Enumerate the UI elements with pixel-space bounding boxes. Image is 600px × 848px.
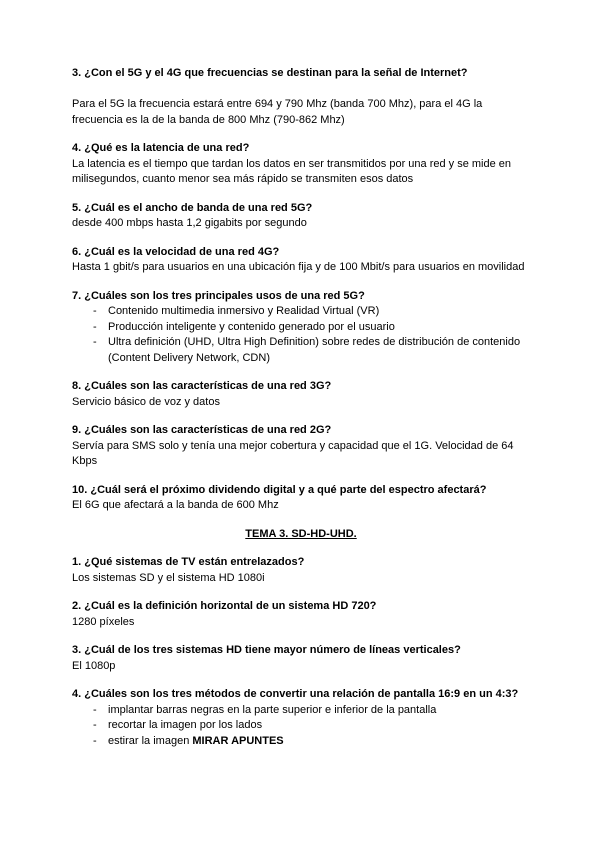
answer-list-item: - Ultra definición (UHD, Ultra High Definition) sobre redes de distribución de contenido (Content Delivery Network, CDN) [72, 335, 530, 366]
qa-block [72, 379, 530, 410]
qa-block [72, 201, 530, 232]
question-text: 4. ¿Cuáles son los tres métodos de convertir una relación de pantalla 16:9 en un 4:3? [72, 688, 519, 700]
answer-text: desde 400 mbps hasta 1,2 gigabits por segundo [72, 217, 307, 229]
qa-block [72, 289, 530, 367]
answer-list [72, 304, 530, 366]
question-text: 1. ¿Qué sistemas de TV están entrelazados? [72, 556, 305, 568]
answer-text: 1280 píxeles [72, 615, 135, 628]
answer-text: Hasta 1 gbit/s para usuarios en una ubicación fija y de 100 Mbit/s para usuarios en movilidad [72, 261, 525, 273]
question-text: 3. ¿Con el 5G y el 4G que frecuencias se destinan para la señal de Internet? [72, 67, 468, 79]
qa-block [72, 687, 530, 749]
answer-list-item: - implantar barras negras en la parte superior e inferior de la pantalla [72, 703, 530, 719]
question-text: 9. ¿Cuáles son las características de una red 2G? [72, 424, 332, 436]
answer-list-item: - estirar la imagen MIRAR APUNTES [72, 734, 530, 750]
qa-block [72, 423, 530, 470]
qa-block [72, 141, 530, 188]
answer-list-item: - Contenido multimedia inmersivo y Realidad Virtual (VR) [72, 304, 530, 320]
answer-text: Los sistemas SD y el sistema HD 1080i [72, 571, 265, 584]
answer-text: Servía para SMS solo y tenía una mejor cobertura y capacidad que el 1G. Velocidad de 64 Kbps [72, 439, 514, 467]
answer-list-item: - Producción inteligente y contenido generado por el usuario [72, 320, 530, 336]
answer-text: Para el 5G la frecuencia estará entre 694 y 790 Mhz (banda 700 Mhz), para el 4G la frecuencia es la de la banda de 800 Mhz (790-862 Mhz) [72, 98, 483, 126]
answer-text: Servicio básico de voz y datos [72, 395, 220, 408]
answer-list-item-bold: MIRAR APUNTES [192, 734, 284, 747]
answer-list [72, 703, 530, 750]
question-text: 8. ¿Cuáles son las características de una red 3G? [72, 380, 332, 392]
section-heading-text: TEMA 3. SD-HD-UHD. [245, 527, 357, 540]
answer-text: La latencia es el tiempo que tardan los datos en ser transmitidos por una red y se mide en milisegundos, cuanto menor sea más rápido se transmiten esos datos [72, 157, 512, 185]
qa-block [72, 555, 530, 586]
qa-block [72, 66, 530, 128]
qa-block [72, 483, 530, 514]
question-text: 10. ¿Cuál será el próximo dividendo digital y a qué parte del espectro afectará? [72, 483, 487, 496]
question-text: 6. ¿Cuál es la velocidad de una red 4G? [72, 245, 280, 258]
question-text: 2. ¿Cuál es la definición horizontal de un sistema HD 720? [72, 600, 377, 612]
answer-text: El 1080p [72, 659, 116, 672]
qa-block [72, 643, 530, 674]
qa-block [72, 599, 530, 630]
question-text: 3. ¿Cuál de los tres sistemas HD tiene mayor número de líneas verticales? [72, 644, 461, 656]
answer-text: El 6G que afectará a la banda de 600 Mhz [72, 499, 279, 511]
question-text: 5. ¿Cuál es el ancho de banda de una red 5G? [72, 201, 313, 214]
section-heading [72, 527, 530, 543]
question-text: 4. ¿Qué es la latencia de una red? [72, 142, 250, 154]
answer-list-item: - recortar la imagen por los lados [72, 718, 530, 734]
question-text: 7. ¿Cuáles son los tres principales usos de una red 5G? [72, 289, 365, 302]
qa-block [72, 245, 530, 276]
